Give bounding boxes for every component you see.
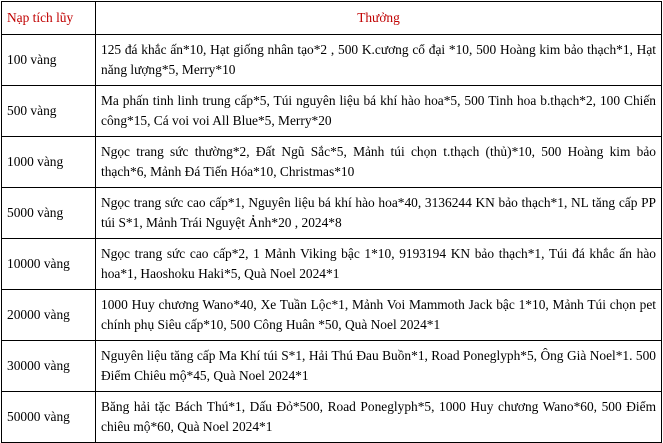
reward-cell: Băng hải tặc Bách Thú*1, Dấu Đỏ*500, Road Poneglyph*5, 1000 Huy chương Wano*60, 500 Điểm chiêu mộ*60, Quà Noel 2024*1 — [96, 392, 662, 443]
tier-cell: 50000 vàng — [2, 392, 96, 443]
reward-cell: Ma phấn tinh linh trung cấp*5, Túi nguyên liệu bá khí hào hoa*5, 500 Tinh hoa b.thạch*2, 100 Chiến công*15, Cá voi voi All Blue*5, Merry*20 — [96, 86, 662, 137]
reward-cell: Nguyên liệu tăng cấp Ma Khí túi S*1, Hải Thú Đau Buồn*1, Road Poneglyph*5, Ông Già Noel*1. 500 Điểm Chiêu mộ*45, Quà Noel 2024*1 — [96, 341, 662, 392]
table-row — [2, 188, 662, 239]
table-row — [2, 86, 662, 137]
table-row — [2, 392, 662, 443]
reward-cell: 1000 Huy chương Wano*40, Xe Tuần Lộc*1, Mảnh Voi Mammoth Jack bậc 1*10, Mảnh Túi chọn pet chính phụ Siêu cấp*10, 500 Công Huân *50, Quà Noel 2024*1 — [96, 290, 662, 341]
table-row — [2, 35, 662, 86]
table-row — [2, 341, 662, 392]
table-body — [2, 35, 662, 443]
tier-cell: 10000 vàng — [2, 239, 96, 290]
table-row — [2, 137, 662, 188]
tier-cell: 100 vàng — [2, 35, 96, 86]
tier-cell: 5000 vàng — [2, 188, 96, 239]
rewards-table — [1, 1, 662, 443]
header-tier: Nạp tích lũy — [2, 2, 96, 35]
tier-cell: 30000 vàng — [2, 341, 96, 392]
table-row — [2, 239, 662, 290]
table-header — [2, 2, 662, 35]
table-row — [2, 290, 662, 341]
tier-cell: 20000 vàng — [2, 290, 96, 341]
header-reward: Thưởng — [96, 2, 662, 35]
reward-cell: Ngọc trang sức thường*2, Đất Ngũ Sắc*5, Mảnh túi chọn t.thạch (thủ)*10, 500 Hoàng kim bảo thạch*6, Mảnh Đá Tiến Hóa*10, Christmas*10 — [96, 137, 662, 188]
tier-cell: 1000 vàng — [2, 137, 96, 188]
header-row — [2, 2, 662, 35]
reward-cell: Ngọc trang sức cao cấp*2, 1 Mảnh Viking bậc 1*10, 9193194 KN bảo thạch*1, Túi đá khắc ấn hào hoa*1, Haoshoku Haki*5, Quà Noel 2024*1 — [96, 239, 662, 290]
reward-cell: Ngọc trang sức cao cấp*1, Nguyên liệu bá khí hào hoa*40, 3136244 KN bảo thạch*1, NL tăng cấp PP túi S*1, Mảnh Trái Nguyệt Ảnh*20 , 2024*8 — [96, 188, 662, 239]
reward-cell: 125 đá khắc ấn*10, Hạt giống nhân tạo*2 , 500 K.cương cổ đại *10, 500 Hoàng kim bảo thạch*1, Hạt năng lượng*5, Merry*10 — [96, 35, 662, 86]
tier-cell: 500 vàng — [2, 86, 96, 137]
